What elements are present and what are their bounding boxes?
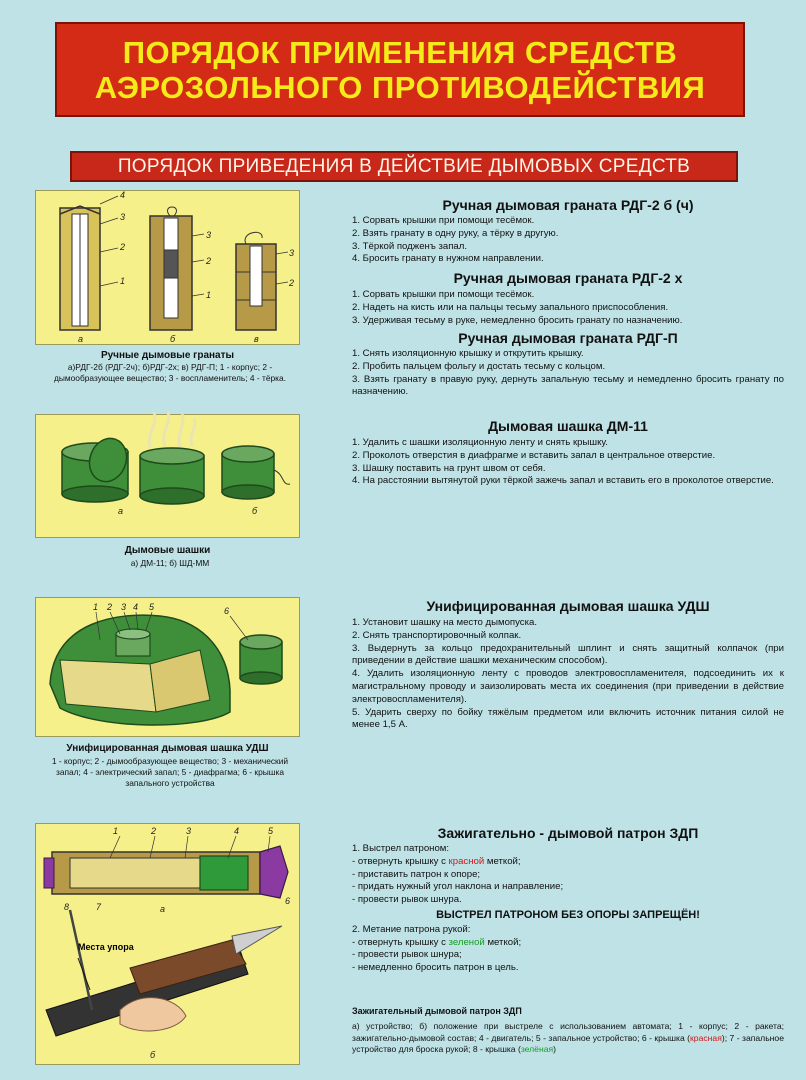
zdp-shot-step-1 [352, 856, 784, 869]
rdg2b-step-3: 3. Тёркой подженъ запал. [352, 240, 468, 252]
rdgp-title: Ручная дымовая граната РДГ-П [458, 330, 678, 346]
rdgp-step-1: 1. Снять изоляционную крышку и открутить крышку. [352, 348, 584, 359]
udsh-label-1: 1 [93, 602, 99, 612]
dm11-step-1: 1. Удалить с шашки изоляционную ленту и снять крышку. [352, 437, 608, 448]
checkers-caption-title: Дымовые шашки [124, 545, 211, 556]
zdp-label-3: 3 [186, 826, 192, 836]
grenade-b-label-2: 2 [206, 256, 212, 266]
zdp-label-2: 2 [151, 826, 157, 836]
zdp-shot-step-2: - приставить патрон к опоре; [352, 868, 481, 880]
zdp-title: Зажигательно - дымовой патрон ЗДП [437, 825, 699, 841]
zdp-green-marker-word: зеленой [448, 936, 485, 948]
grenade-rdg2b-drawing [60, 196, 118, 330]
udsh-step-4: 4. Удалить изоляционную ленту с проводов электровоспламенителя, подсоединить их к магистральному проводу и заизолировать места их соединения (при приведении в действие электровоспламенителя). [352, 668, 784, 705]
zdp-shot-step-3: - придать нужный угол наклона и направление; [352, 881, 564, 893]
checker-label-a: а [118, 506, 124, 516]
zdp-label-1: 1 [113, 826, 119, 836]
rdg2x-step-1: 1. Сорвать крышки при помощи тесёмок. [352, 289, 535, 300]
rdg2b-step-4: 4. Бросить гранату в нужном направлении. [352, 253, 544, 265]
checkers-caption-text: а) ДМ-11; б) ШД-ММ [130, 558, 210, 568]
checker-dm11-smoking-drawing [140, 412, 204, 504]
udsh-step-5: 5. Ударить сверху по бойку тяжёлым предметом или включить источник питания силой не менее 1,5 А. [352, 706, 784, 731]
udsh-label-2: 2 [107, 602, 113, 612]
zdp-label-8: 8 [64, 902, 70, 912]
zdp-caption-green-word: зелёная [520, 1044, 554, 1054]
zdp-label-a: а [160, 904, 166, 914]
zdp-steps [352, 843, 784, 975]
udsh-cap-drawing [230, 616, 282, 684]
dm11-step-2: 2. Проколоть отверстия в диафрагме и вставить запал в центральное отверстие. [352, 449, 716, 461]
zdp-cartridge-drawing [44, 836, 288, 898]
zdp-red-marker-word: красной [448, 855, 485, 867]
udsh-step-1: 1. Установит шашку на место дымопуска. [352, 617, 538, 628]
rdgp-step-3: 3. Взять гранату в правую руку, дернуть запальную тесьму и немедленно бросить гранату по назначению. [352, 373, 784, 398]
section-banner-title: ПОРЯДОК ПРИВЕДЕНИЯ В ДЕЙСТВИЕ ДЫМОВЫХ СРЕДСТВ [117, 155, 691, 177]
udsh-caption-title: Унифицированная дымовая шашка УДШ [66, 743, 269, 754]
rdg2x-title: Ручная дымовая граната РДГ-2 х [453, 270, 683, 286]
zdp-shot-heading: 1. Выстрел патроном: [352, 843, 450, 854]
grenade-b-label-3: 3 [206, 230, 212, 240]
poster-title-line-2: АЭРОЗОЛЬНОГО ПРОТИВОДЕЙСТВИЯ [94, 69, 706, 105]
zdp-caption-part-2: ); 7 - запальное устройство для броска рукой; 8 - крышка ( [352, 1032, 784, 1054]
grenade-label-a: а [78, 334, 84, 344]
zdp-label-4: 4 [234, 826, 240, 836]
zdp-label-5: 5 [268, 826, 274, 836]
zdp-caption-part-1: а) устройство; б) положение при выстреле с использованием автомата; 1 - корпус; 2 - ракета; зажигательно-дымовой состав; 4 - двигатель; 5 - запальное устройство; 6 - крышка ( [352, 1021, 784, 1043]
poster-title-line-1: ПОРЯДОК ПРИМЕНЕНИЯ СРЕДСТВ [122, 34, 678, 70]
udsh-label-6: 6 [224, 606, 230, 616]
zdp-label-7: 7 [96, 902, 102, 912]
zdp-caption-title: Зажигательный дымовой патрон ЗДП [352, 1006, 522, 1016]
zdp-throw-step-2: - провести рывок шнура; [352, 949, 462, 961]
udsh-step-2: 2. Снять транспортировочный колпак. [352, 629, 522, 641]
zdp-caption-red-word: красная [690, 1032, 722, 1043]
udsh-caption-text: 1 - корпус; 2 - дымообразующее вещество; 3 - механический запал; 4 - электрический запал; 5 - диафрагма; 6 - крышка запального устройства [51, 756, 289, 788]
udsh-drawing [50, 612, 230, 725]
zdp-throw-step-3: - немедленно бросить патрон в цель. [352, 962, 519, 974]
dm11-step-4: 4. На расстоянии вытянутой руки тёркой зажечь запал и вставить его в проколотое отверстие. [352, 475, 774, 487]
grenade-label-b: б [170, 334, 176, 344]
grenade-v-label-2: 2 [289, 278, 295, 288]
dm11-title: Дымовая шашка ДМ-11 [488, 418, 648, 434]
rdg2b-step-1: 1. Сорвать крышки при помощи тесёмок. [352, 215, 535, 226]
grenade-a-label-1: 1 [120, 276, 126, 286]
grenades-caption-title: Ручные дымовые гранаты [100, 350, 235, 361]
zdp-support-label: Места упора [78, 942, 134, 952]
grenade-v-label-3: 3 [289, 248, 295, 258]
zdp-label-b: б [150, 1050, 156, 1060]
zdp-caption-text [352, 1021, 784, 1056]
grenade-b-label-1: 1 [206, 290, 212, 300]
udsh-title: Унифицированная дымовая шашка УДШ [426, 598, 710, 614]
zdp-throw-heading: 2. Метание патрона рукой: [352, 923, 471, 935]
udsh-steps [352, 617, 784, 732]
grenade-label-v: в [254, 334, 259, 344]
zdp-shot-step-1-end: меткой; [484, 855, 521, 867]
grenade-rdg2x-drawing [150, 207, 204, 330]
zdp-shot-step-4: - провести рывок шнура. [352, 894, 462, 906]
zdp-throw-step-1-end: меткой; [484, 936, 522, 948]
checker-shdmm-drawing [222, 446, 290, 499]
rdg2x-step-3: 3. Удерживая тесьму в руке, немедленно бросить гранату по назначению. [352, 314, 683, 326]
dm11-step-3: 3. Шашку поставить на грунт швом от себя. [352, 462, 546, 474]
rdgp-steps [352, 348, 784, 399]
rdg2b-step-2: 2. Взять гранату в одну руку, а тёрку в другую. [352, 227, 559, 239]
grenade-a-label-4: 4 [120, 190, 126, 200]
rdg2x-step-2: 2. Надеть на кисть или на пальцы тесьму запального приспособления. [352, 301, 669, 313]
zdp-throw-step-1 [352, 937, 784, 950]
rdg2b-steps [352, 215, 784, 266]
grenades-caption-text: а)РДГ-2б (РДГ-2ч); б)РДГ-2х; в) РДГ-П; 1 - корпус; 2 - дымообразующее вещество; 3 - воспламенитель; 4 - тёрка. [53, 362, 287, 383]
grenade-rdgp-drawing [236, 232, 288, 330]
grenade-a-label-3: 3 [120, 212, 126, 222]
zdp-caption-part-3: ) [553, 1044, 557, 1054]
grenade-a-label-2: 2 [120, 242, 126, 252]
zdp-rifle-drawing [46, 910, 282, 1036]
zdp-warning: ВЫСТРЕЛ ПАТРОНОМ БЕЗ ОПОРЫ ЗАПРЕЩЁН! [436, 908, 700, 921]
checker-label-b: б [252, 506, 258, 516]
rdgp-step-2: 2. Пробить пальцем фольгу и достать тесьму с кольцом. [352, 360, 606, 372]
zdp-label-6: 6 [285, 896, 291, 906]
udsh-label-3: 3 [121, 602, 127, 612]
rdg2b-title: Ручная дымовая граната РДГ-2 б (ч) [442, 197, 694, 213]
udsh-label-5: 5 [149, 602, 155, 612]
udsh-step-3: 3. Выдернуть за кольцо предохранительный шплинт и снять защитный колпачок (при приведении в действие шашки механическим способом). [352, 642, 784, 667]
zdp-shot-step-1-start: - отвернуть крышку с [352, 855, 449, 867]
udsh-label-4: 4 [133, 602, 139, 612]
rdg2x-steps [352, 289, 784, 327]
checker-dm11-open-drawing [62, 433, 132, 502]
zdp-throw-step-1-start: - отвернуть крышку с [352, 936, 449, 948]
dm11-steps [352, 437, 784, 488]
